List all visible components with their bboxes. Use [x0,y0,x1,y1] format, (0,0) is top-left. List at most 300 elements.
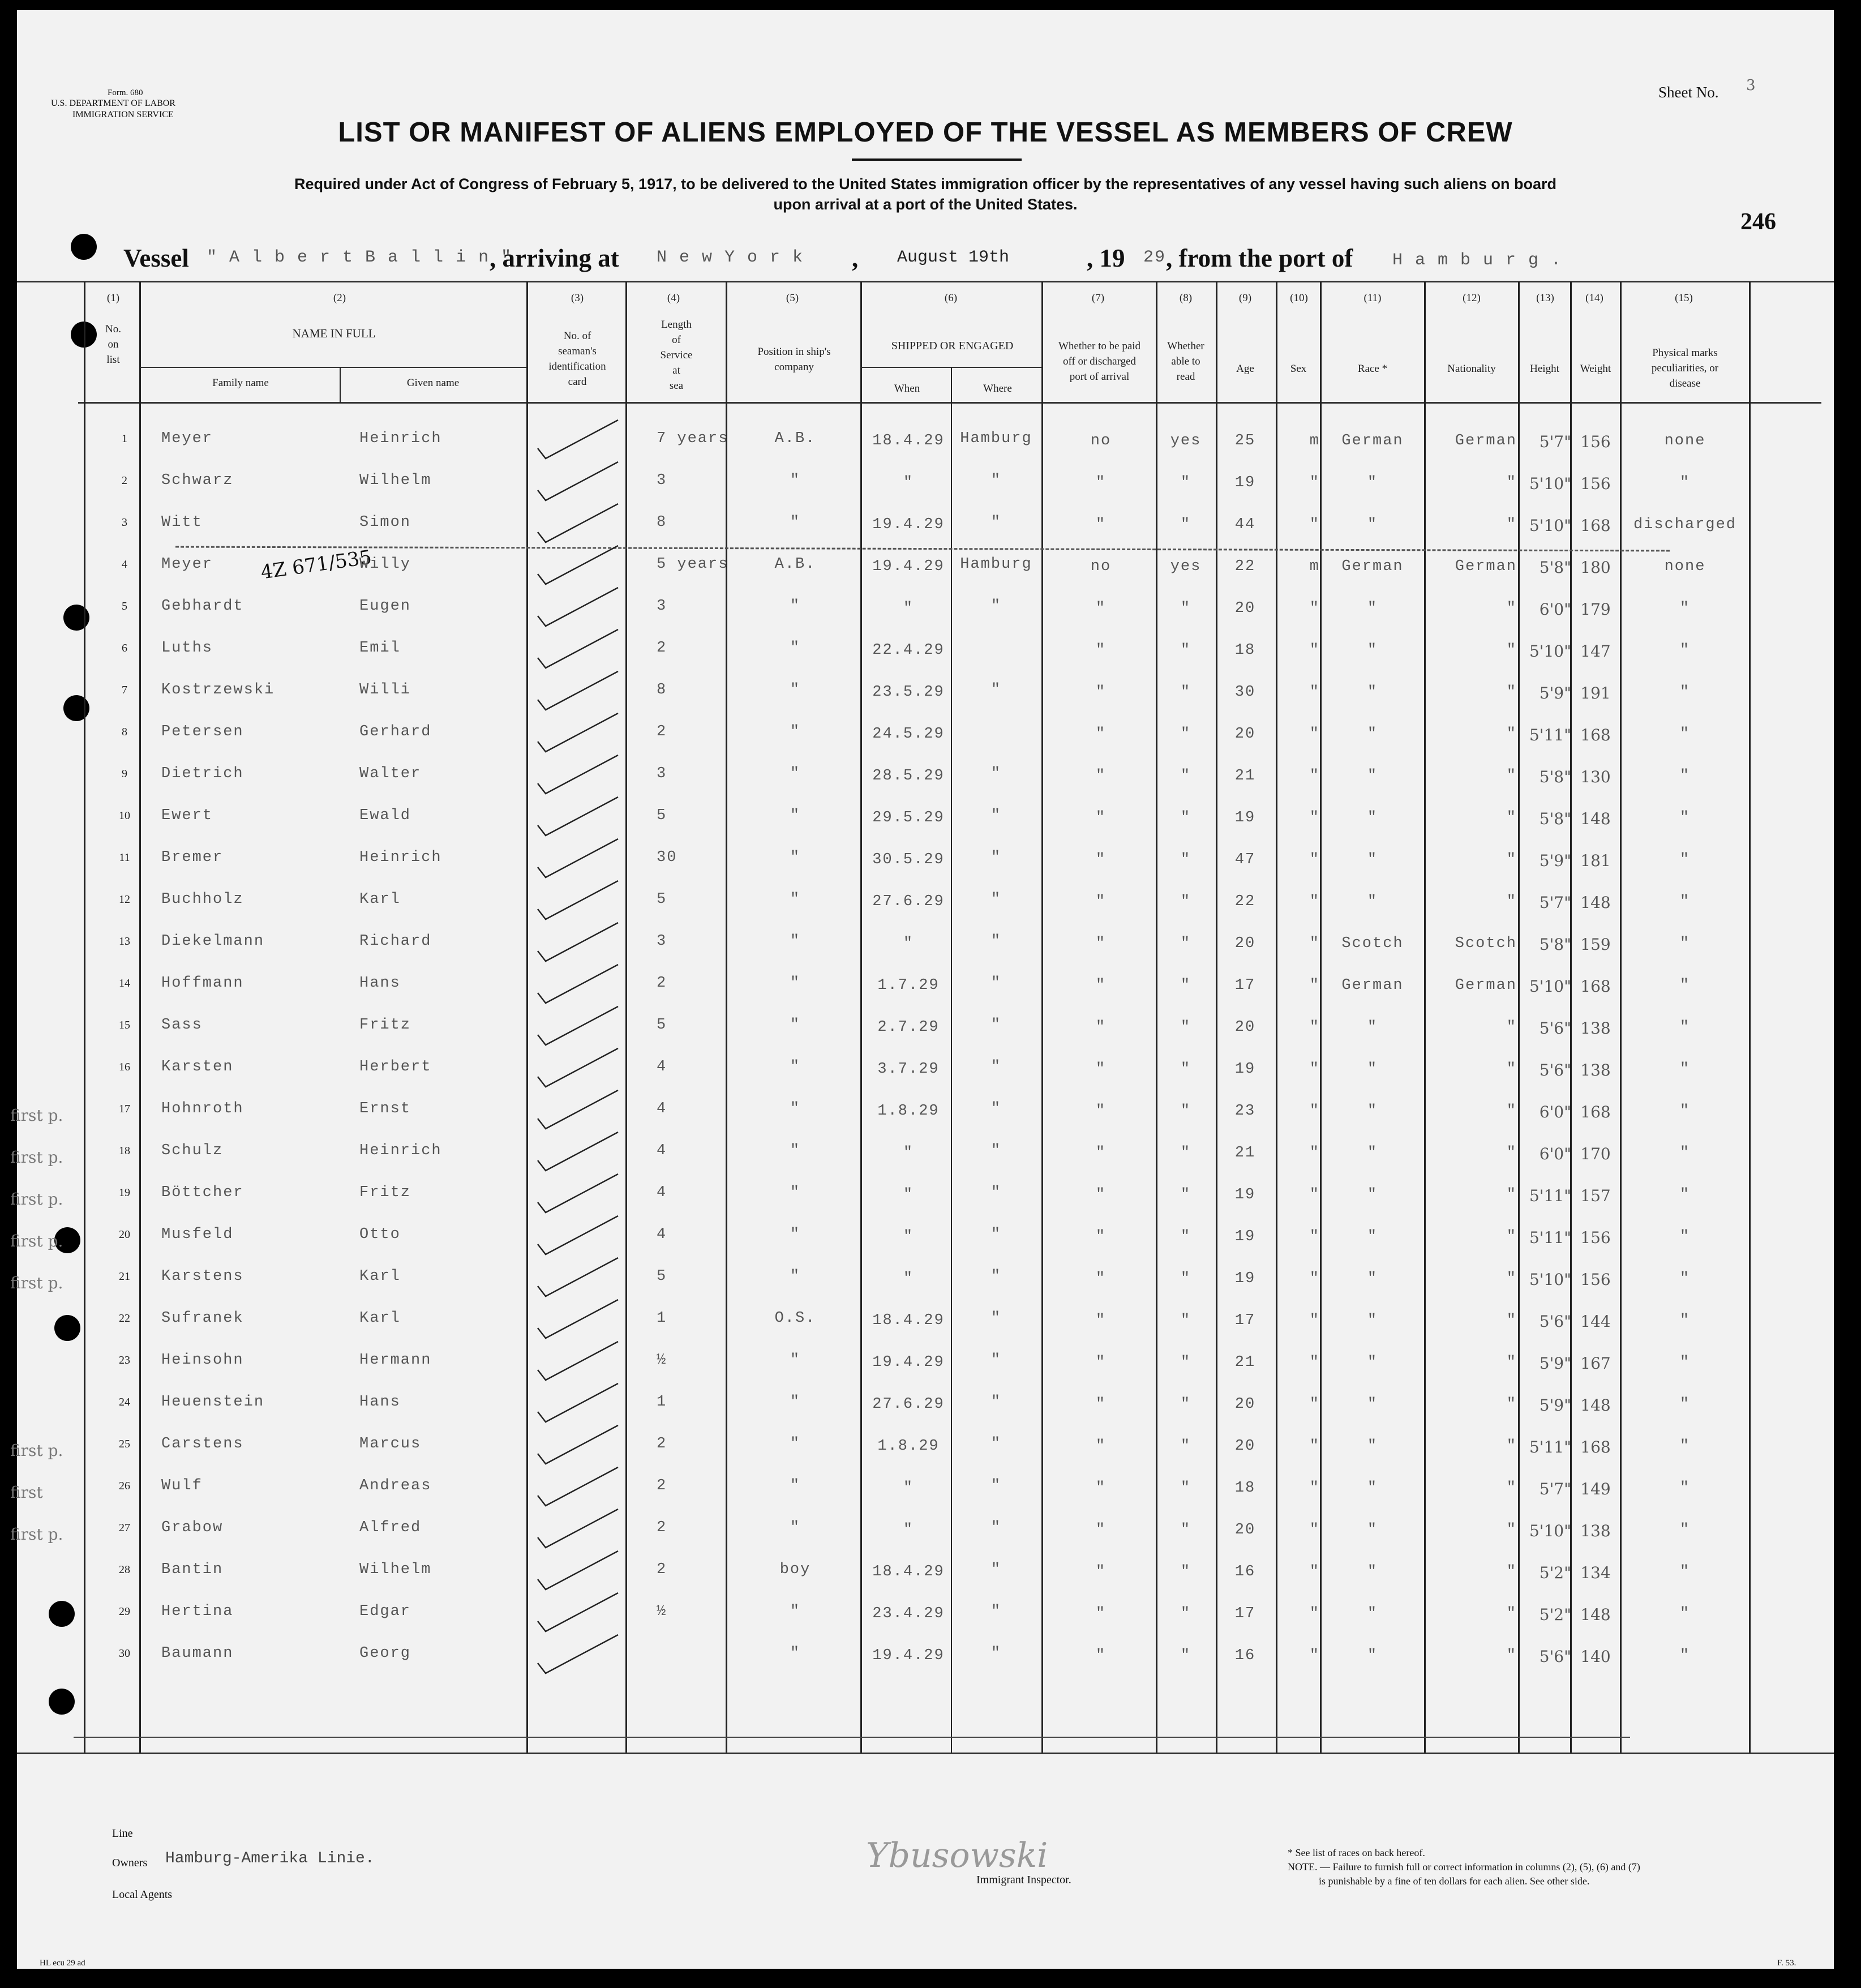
age-cell: 21 [1234,768,1256,785]
list-number-cell: 12 [119,893,130,906]
race-cell: " [1367,809,1378,826]
column-header-read: Whether able to read [1167,340,1204,383]
given-name-cell: Otto [359,1226,401,1243]
shipped-when-cell: 27.6.29 [872,893,945,910]
service-length-cell: 7 years [657,430,729,447]
list-number-cell: 13 [119,935,130,948]
given-name-cell: Andreas [359,1477,432,1494]
age-cell: 20 [1234,726,1256,743]
shipped-where-cell: Hamburg [960,556,1032,573]
age-cell: 17 [1234,1605,1256,1622]
physical-marks-cell: none [1664,432,1706,449]
physical-marks-cell: " [1679,1186,1691,1203]
table-row [10,1477,1834,1517]
weight-cell: 140 [1580,1647,1611,1666]
table-row [17,1561,1834,1601]
age-cell: 47 [1234,851,1256,868]
table-row [17,765,1834,805]
weight-cell: 148 [1580,893,1611,912]
family-name-cell: Karstens [161,1268,244,1285]
shipped-when-cell: " [903,1228,914,1245]
table-row [10,1226,1834,1266]
able-to-read-cell: " [1180,1019,1191,1036]
paid-off-cell: no [1090,432,1112,449]
service-length-cell: 5 [657,807,667,824]
family-name-cell: Sufranek [161,1310,244,1327]
ship-position-cell: " [790,640,801,657]
shipped-when-cell: 23.4.29 [872,1605,945,1622]
column-number: (12) [1463,292,1481,304]
family-name-cell: Buchholz [161,891,244,908]
nationality-cell: " [1506,474,1517,491]
height-cell: 5'11" [1529,726,1571,744]
height-cell: 5'8" [1539,768,1571,786]
list-number-cell: 28 [119,1563,130,1576]
list-number-cell: 3 [122,516,127,529]
given-name-cell: Karl [359,891,401,908]
sex-cell: m [1309,558,1320,575]
physical-marks-cell: " [1679,1438,1691,1455]
shipped-where-cell: " [990,1519,1002,1536]
ship-position-cell: " [790,598,801,615]
height-cell: 5'10" [1529,1522,1571,1540]
shipped-where-cell: " [990,765,1002,782]
sex-cell: " [1309,1522,1320,1539]
height-cell: 5'6" [1539,1019,1571,1038]
sex-cell: " [1309,1605,1320,1622]
physical-marks-cell: " [1679,1563,1691,1580]
family-name-cell: Wulf [161,1477,203,1494]
height-cell: 5'10" [1529,474,1571,493]
table-row [17,891,1834,931]
department-name: U.S. DEPARTMENT OF LABOR [51,98,175,108]
race-cell: " [1367,1480,1378,1497]
shipped-when-cell: 18.4.29 [872,1312,945,1329]
list-number-cell: 11 [119,851,130,864]
given-name-cell: Wilhelm [359,472,432,489]
family-name-cell: Meyer [161,430,213,447]
margin-annotation-cell: first p. [10,1190,63,1209]
from-port-label: , from the port of [1166,244,1353,272]
column-header-family-name: Family name [212,377,269,389]
ship-position-cell: " [790,1394,801,1411]
weight-cell: 148 [1580,1605,1611,1624]
paid-off-cell: " [1095,977,1107,994]
able-to-read-cell: " [1180,684,1191,701]
column-header-id-card: No. of seaman's identification card [548,330,606,388]
column-number: (6) [944,292,958,304]
nationality-cell: " [1506,1186,1517,1203]
list-number-cell: 17 [119,1103,130,1115]
shipped-when-cell: " [903,1522,914,1539]
ship-position-cell: " [790,975,801,992]
family-name-cell: Schwarz [161,472,234,489]
paid-off-cell: " [1095,768,1107,785]
list-number-cell: 5 [122,600,127,612]
family-name-cell: Böttcher [161,1184,244,1201]
table-row [10,1436,1834,1475]
physical-marks-cell: " [1679,1396,1691,1413]
physical-marks-cell: " [1679,642,1691,659]
paid-off-cell: " [1095,1145,1107,1162]
given-name-cell: Georg [359,1645,411,1662]
given-name-cell: Marcus [359,1436,422,1453]
able-to-read-cell: " [1180,1312,1191,1329]
margin-annotation-cell: first p. [10,1441,63,1460]
service-length-cell: 2 [657,1477,667,1494]
sex-cell: " [1309,642,1320,659]
physical-marks-cell: " [1679,935,1691,952]
table-row [17,807,1834,847]
ship-position-cell: O.S. [774,1310,816,1327]
weight-cell: 147 [1580,642,1611,661]
weight-cell: 180 [1580,558,1611,577]
column-header-shipped: SHIPPED OR ENGAGED [891,340,1014,352]
given-name-cell: Karl [359,1310,401,1327]
service-length-cell: 3 [657,472,667,489]
service-length-cell: 8 [657,682,667,699]
able-to-read-cell: " [1180,809,1191,826]
list-number-cell: 26 [119,1480,130,1492]
service-length-cell: 4 [657,1184,667,1201]
sex-cell: " [1309,768,1320,785]
able-to-read-cell: " [1180,1228,1191,1245]
ship-position-cell: " [790,514,801,531]
weight-cell: 168 [1580,1103,1611,1121]
column-header-paid-off: Whether to be paid off or discharged port of arrival [1058,340,1141,383]
column-header-weight: Weight [1580,363,1611,375]
list-number-cell: 25 [119,1438,130,1450]
ship-position-cell: " [790,807,801,824]
service-length-cell: 8 [657,514,667,531]
table-row [17,1059,1834,1098]
table-row [17,682,1834,721]
local-agents-label: Local Agents [112,1888,173,1901]
shipped-where-cell: " [990,849,1002,866]
page-title: LIST OR MANIFEST OF ALIENS EMPLOYED OF THE VESSEL AS MEMBERS OF CREW [338,117,1513,148]
weight-cell: 179 [1580,600,1611,619]
age-cell: 18 [1234,642,1256,659]
weight-cell: 138 [1580,1019,1611,1038]
family-name-cell: Heuenstein [161,1394,265,1411]
shipped-when-cell: " [903,1145,914,1162]
table-row [17,975,1834,1014]
shipped-where-cell: " [990,933,1002,950]
age-cell: 21 [1234,1354,1256,1371]
shipped-when-cell: 1.8.29 [877,1438,940,1455]
shipped-where-cell: " [990,1310,1002,1327]
column-number: (1) [106,292,120,304]
year-suffix: 29 [1143,248,1167,267]
height-cell: 5'8" [1539,809,1571,828]
name-subheader-rule [140,367,526,368]
column-header-physical-marks: Physical marks peculiarities, or disease [1651,347,1719,389]
height-cell: 5'8" [1539,935,1571,954]
nationality-cell: " [1506,1145,1517,1162]
physical-marks-cell: " [1679,1480,1691,1497]
nationality-cell: " [1506,642,1517,659]
owners-label: Owners [112,1857,148,1869]
weight-cell: 149 [1580,1480,1611,1498]
column-header-age: Age [1236,363,1254,375]
table-row [17,1603,1834,1643]
sex-cell: " [1309,1228,1320,1245]
shipped-where-cell: " [990,682,1002,699]
departure-port: H a m b u r g . [1392,251,1563,270]
sex-cell: " [1309,1438,1320,1455]
shipped-when-cell: 27.6.29 [872,1396,945,1413]
list-number-cell: 4 [122,558,127,571]
height-cell: 5'9" [1539,1396,1571,1415]
race-cell: " [1367,1061,1378,1078]
list-number-cell: 15 [119,1019,130,1031]
race-cell: " [1367,1563,1378,1580]
column-number: (11) [1363,292,1382,304]
able-to-read-cell: " [1180,1438,1191,1455]
shipped-where-cell: " [990,1394,1002,1411]
service-length-cell: 4 [657,1142,667,1159]
table-row [17,640,1834,679]
able-to-read-cell: " [1180,1270,1191,1287]
ship-position-cell: " [790,849,801,866]
able-to-read-cell: " [1180,1145,1191,1162]
list-number-cell: 8 [122,726,127,738]
paid-off-cell: " [1095,516,1107,533]
table-row [17,430,1834,470]
family-name-cell: Dietrich [161,765,244,782]
owners-value: Hamburg-Amerika Linie. [165,1850,375,1867]
nationality-cell: " [1506,1605,1517,1622]
height-cell: 5'10" [1529,642,1571,661]
physical-marks-cell: " [1679,768,1691,785]
able-to-read-cell: " [1180,726,1191,743]
paid-off-cell: " [1095,600,1107,617]
ship-position-cell: " [790,1436,801,1453]
column-header-list-no: No. on list [105,323,121,366]
age-cell: 19 [1234,1270,1256,1287]
weight-cell: 168 [1580,977,1611,996]
weight-cell: 138 [1580,1522,1611,1540]
shipped-when-cell: " [903,1480,914,1497]
age-cell: 30 [1234,684,1256,701]
manifest-sheet [10,10,1834,1969]
nationality-cell: " [1506,893,1517,910]
shipped-where-cell: " [990,1352,1002,1369]
shipped-where-cell: " [990,1436,1002,1453]
ship-position-cell: " [790,1059,801,1076]
sex-cell: " [1309,1019,1320,1036]
nationality-cell: " [1506,1396,1517,1413]
weight-cell: 159 [1580,935,1611,954]
physical-marks-cell: " [1679,474,1691,491]
given-name-cell: Eugen [359,598,411,615]
column-number: (3) [571,292,584,304]
nationality-cell: " [1506,1270,1517,1287]
column-number: (10) [1290,292,1308,304]
age-cell: 21 [1234,1145,1256,1162]
weight-cell: 168 [1580,726,1611,744]
ship-position-cell: " [790,723,801,740]
age-cell: 20 [1234,1396,1256,1413]
table-row [10,1268,1834,1308]
age-cell: 44 [1234,516,1256,533]
physical-marks-cell: " [1679,1145,1691,1162]
list-number-cell: 24 [119,1396,130,1408]
paid-off-cell: " [1095,851,1107,868]
sex-cell: " [1309,726,1320,743]
shipped-when-cell: 3.7.29 [877,1061,940,1078]
margin-annotation-cell: first p. [10,1525,63,1544]
binder-hole [49,1689,75,1715]
family-name-cell: Carstens [161,1436,244,1453]
given-name-cell: Hans [359,1394,401,1411]
paid-off-cell: " [1095,1270,1107,1287]
given-name-cell: Gerhard [359,723,432,740]
age-cell: 19 [1234,1228,1256,1245]
age-cell: 20 [1234,1019,1256,1036]
age-cell: 23 [1234,1103,1256,1120]
weight-cell: 156 [1580,1228,1611,1247]
paid-off-cell: " [1095,1438,1107,1455]
sex-cell: " [1309,809,1320,826]
able-to-read-cell: " [1180,768,1191,785]
column-number: (9) [1238,292,1252,304]
race-cell: " [1367,1522,1378,1539]
family-name-cell: Luths [161,640,213,657]
margin-annotation-cell: first p. [10,1274,63,1292]
shipped-when-cell: 30.5.29 [872,851,945,868]
given-name-cell: Fritz [359,1017,411,1034]
family-name-cell: Hertina [161,1603,234,1620]
service-length-cell: 2 [657,975,667,992]
height-cell: 5'2" [1539,1605,1571,1624]
service-length-cell: 30 [657,849,677,866]
race-cell: " [1367,600,1378,617]
given-name-cell: Alfred [359,1519,422,1536]
ship-position-cell: " [790,472,801,489]
family-name-cell: Meyer [161,556,213,573]
paid-off-cell: " [1095,1103,1107,1120]
sex-cell: " [1309,1480,1320,1497]
service-length-cell: 3 [657,598,667,615]
shipped-where-cell: " [990,807,1002,824]
able-to-read-cell: " [1180,1563,1191,1580]
column-number: (14) [1585,292,1603,304]
nationality-cell: " [1506,809,1517,826]
shipped-where-cell: Hamburg [960,430,1032,447]
able-to-read-cell: " [1180,977,1191,994]
weight-cell: 148 [1580,809,1611,828]
margin-annotation-cell: first p. [10,1232,63,1250]
able-to-read-cell: " [1180,1480,1191,1497]
family-name-cell: Hohnroth [161,1100,244,1117]
service-length-cell: 5 [657,1268,667,1285]
shipped-when-cell: 23.5.29 [872,684,945,701]
service-length-cell: ½ [657,1352,667,1369]
table-row [17,598,1834,637]
weight-cell: 167 [1580,1354,1611,1373]
sex-cell: " [1309,1396,1320,1413]
sex-cell: " [1309,474,1320,491]
sex-cell: " [1309,1647,1320,1664]
given-name-cell: Ewald [359,807,411,824]
vessel-name: " A l b e r t B a l l i n " [207,248,513,267]
height-cell: 6'0" [1539,600,1571,619]
shipped-when-cell: 1.8.29 [877,1103,940,1120]
column-number: (5) [786,292,799,304]
height-cell: 5'8" [1539,558,1571,577]
height-cell: 5'11" [1529,1228,1571,1247]
sex-cell: m [1309,432,1320,449]
given-name-cell: Willy [359,556,411,573]
weight-cell: 157 [1580,1186,1611,1205]
list-number-cell: 22 [119,1312,130,1325]
race-cell: " [1367,1019,1378,1036]
physical-marks-cell: " [1679,1061,1691,1078]
physical-marks-cell: " [1679,1312,1691,1329]
race-cell: " [1367,1186,1378,1203]
physical-marks-cell: " [1679,600,1691,617]
margin-note: 4Z 671/535 [259,546,374,584]
ship-position-cell: " [790,1645,801,1662]
nationality-cell: " [1506,1438,1517,1455]
paid-off-cell: " [1095,1354,1107,1371]
shipped-when-cell: 2.7.29 [877,1019,940,1036]
given-name-cell: Wilhelm [359,1561,432,1578]
paid-off-cell: " [1095,1228,1107,1245]
weight-cell: 181 [1580,851,1611,870]
column-number: (7) [1091,292,1105,304]
service-length-cell: 1 [657,1310,667,1327]
age-cell: 20 [1234,1522,1256,1539]
table-row [17,1017,1834,1056]
sex-cell: " [1309,1312,1320,1329]
sex-cell: " [1309,1354,1320,1371]
nationality-cell: " [1506,1228,1517,1245]
race-cell: " [1367,1438,1378,1455]
table-row [17,1310,1834,1349]
weight-cell: 130 [1580,768,1611,786]
weight-cell: 168 [1580,516,1611,535]
height-cell: 5'7" [1539,893,1571,912]
table-row [10,1142,1834,1182]
column-header-sex: Sex [1290,363,1307,375]
physical-marks-cell: " [1679,1647,1691,1664]
list-number-cell: 10 [119,809,130,822]
ship-position-cell: " [790,933,801,950]
list-number-cell: 29 [119,1605,130,1618]
race-cell: " [1367,1103,1378,1120]
shipped-where-cell: " [990,598,1002,615]
ship-position-cell: A.B. [774,430,816,447]
given-name-cell: Heinrich [359,430,442,447]
column-header-given-name: Given name [406,377,460,389]
arrival-date: August 19th [897,248,1010,267]
nationality-cell: German [1455,558,1517,575]
height-cell: 6'0" [1539,1145,1571,1163]
list-number-cell: 27 [119,1522,130,1534]
able-to-read-cell: " [1180,1647,1191,1664]
able-to-read-cell: " [1180,1396,1191,1413]
nationality-cell: " [1506,684,1517,701]
ship-position-cell: " [790,1268,801,1285]
shipped-where-cell: " [990,1142,1002,1159]
paid-off-cell: " [1095,1019,1107,1036]
race-cell: " [1367,684,1378,701]
shipped-when-cell: 19.4.29 [872,1354,945,1371]
shipped-where-cell: " [990,1561,1002,1578]
ship-position-cell: " [790,1100,801,1117]
